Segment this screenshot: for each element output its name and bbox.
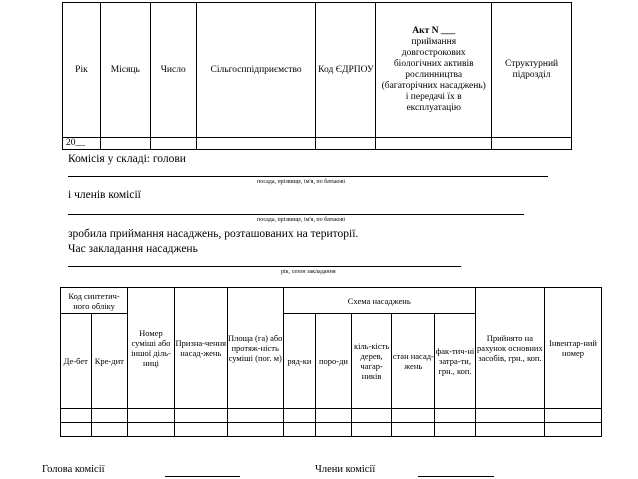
table-row bbox=[61, 409, 602, 423]
month-value[interactable] bbox=[100, 138, 150, 150]
inventory-number-header: Інвентар-ний номер bbox=[544, 288, 601, 409]
accepted-assets-header: Прийнято на рахунок основних засобів, грн., коп. bbox=[475, 288, 544, 409]
members-signature-line[interactable] bbox=[418, 476, 494, 477]
scheme-header: Схема насаджень bbox=[283, 288, 475, 314]
edrpou-header: Код ЄДРПОУ bbox=[316, 3, 376, 138]
account-code-header: Код синтетич-ного обліку bbox=[61, 288, 128, 314]
head-signature-label: Голова комісії bbox=[42, 464, 105, 475]
actual-costs-header: фак-тич-ні затра-ти, грн., коп. bbox=[435, 314, 476, 409]
act-header-table bbox=[62, 2, 572, 150]
enterprise-header: Сільгосппідприємство bbox=[196, 3, 316, 138]
unit-header: Структурний підрозділ bbox=[492, 3, 572, 138]
table-row bbox=[61, 423, 602, 437]
enterprise-value[interactable] bbox=[196, 138, 316, 150]
credit-header: Кре-дит bbox=[91, 314, 128, 409]
condition-header: стан насад-жень bbox=[392, 314, 435, 409]
unit-value[interactable] bbox=[492, 138, 572, 150]
mix-number-header: Номер суміші або іншої діль-ниці bbox=[128, 288, 175, 409]
planting-time-line: Час закладання насаджень bbox=[68, 243, 198, 255]
tree-count-header: кіль-кість дерев, чагар-ників bbox=[351, 314, 392, 409]
planting-table bbox=[60, 287, 602, 437]
caption-planting: рік, сезон закладання bbox=[281, 269, 336, 275]
year-value: 20__ bbox=[63, 138, 101, 150]
act-header bbox=[376, 3, 492, 138]
caption-chair: посада, прізвище, ім'я, по батькові bbox=[257, 179, 346, 185]
year-header: Рік bbox=[63, 3, 101, 138]
members-line: і членів комісії bbox=[68, 189, 141, 201]
act-value[interactable] bbox=[376, 138, 492, 150]
planting-time-underline[interactable] bbox=[68, 266, 461, 267]
caption-members: посада, прізвище, ім'я, по батькові bbox=[257, 217, 346, 223]
act-description: приймання довгострокових біологічних активів рослинництва (багаторічних насаджень) і передачі їх в експлуатацію bbox=[381, 37, 486, 113]
members-signature-label: Члени комісії bbox=[315, 464, 376, 475]
debit-header: Де-бет bbox=[61, 314, 92, 409]
accepted-line: зробила приймання насаджень, розташованих на території. bbox=[68, 228, 359, 240]
members-underline[interactable] bbox=[68, 214, 524, 215]
edrpou-value[interactable] bbox=[316, 138, 376, 150]
area-header: Площа (га) або протяж-ність суміші (пог. м) bbox=[227, 288, 283, 409]
head-signature-line[interactable] bbox=[165, 476, 240, 477]
month-header: Місяць bbox=[100, 3, 150, 138]
day-value[interactable] bbox=[150, 138, 196, 150]
beds-header: поро-ди bbox=[316, 314, 352, 409]
commission-chair-underline[interactable] bbox=[68, 176, 548, 177]
purpose-header: Призна-чення насад-жень bbox=[174, 288, 227, 409]
act-title: Акт N ___ bbox=[412, 26, 456, 36]
commission-line: Комісія у складі: голови bbox=[68, 153, 186, 165]
rows-header: ряд-ки bbox=[283, 314, 316, 409]
day-header: Число bbox=[150, 3, 196, 138]
